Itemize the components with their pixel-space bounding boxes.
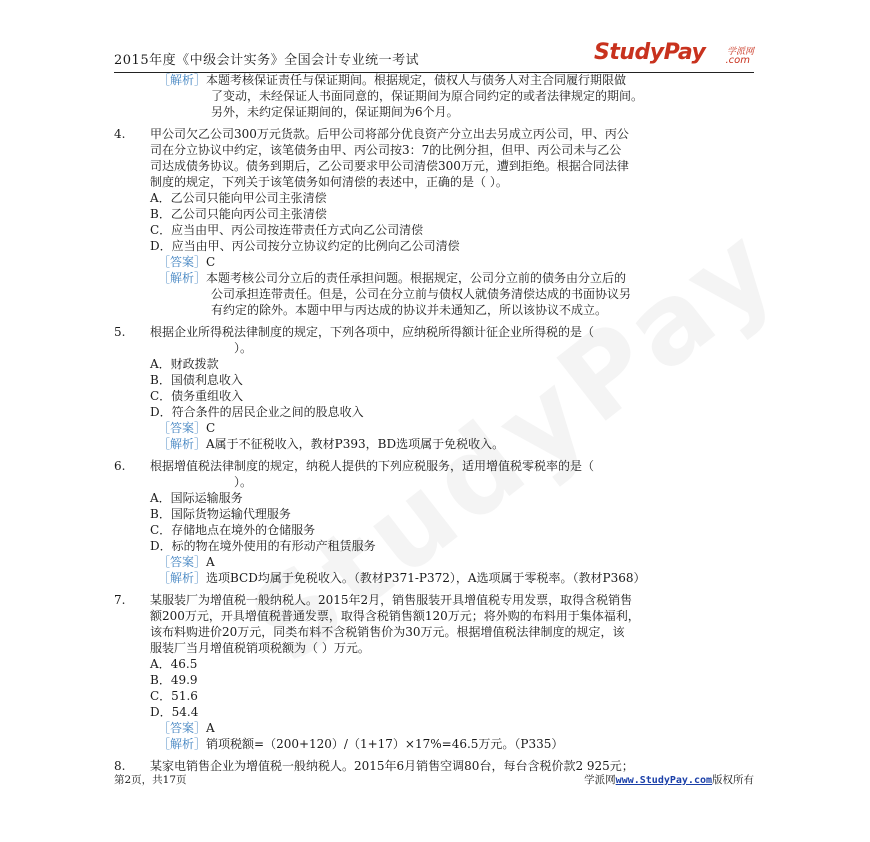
question-stem-line: 某家电销售企业为增值税一般纳税人。2015年6月销售空调80台，每台含税价款2 925元；	[150, 759, 634, 773]
answer-line: ［答案］A	[158, 555, 215, 569]
question-stem-line: 司达成债务协议。债务到期后，乙公司要求甲公司清偿300万元，遭到拒绝。根据合同法律	[150, 159, 629, 173]
answer-line: ［答案］C	[158, 421, 216, 435]
option: B．乙公司只能向丙公司主张清偿	[150, 207, 327, 221]
question-stem-line: 甲公司欠乙公司300万元货款。后甲公司将部分优良资产分立出去另成立丙公司，甲、丙公	[150, 127, 629, 141]
studypay-logo	[594, 42, 754, 72]
option: D．符合条件的居民企业之间的股息收入	[150, 405, 364, 419]
q3-analysis-line: ［解析］本题考核保证责任与保证期间。根据规定，债权人与债务人对主合同履行期限做	[158, 73, 627, 87]
question-stem-line: 司在分立协议中约定，该笔债务由甲、丙公司按3：7的比例分担，但甲、丙公司未与乙公	[150, 143, 622, 157]
page-header	[114, 42, 754, 73]
answer-line: ［答案］C	[158, 255, 216, 269]
option: B．国债利息收入	[150, 373, 243, 387]
question-stem-line: 根据企业所得税法律制度的规定，下列各项中，应纳税所得额计征企业所得税的是（	[150, 325, 595, 339]
option: A．46.5	[150, 657, 198, 671]
analysis-line: 公司承担连带责任。但是，公司在分立前与债权人就债务清偿达成的书面协议另	[211, 287, 632, 301]
option: D．标的物在境外使用的有形动产租赁服务	[150, 539, 376, 553]
option: A．国际运输服务	[150, 491, 243, 505]
option: D．54.4	[150, 705, 199, 719]
logo-cn: 学派网	[726, 47, 754, 57]
analysis-tag: ［解析］	[158, 437, 207, 451]
question-stem-line: 某服装厂为增值税一般纳税人。2015年2月，销售服装开具增值税专用发票，取得含税销售	[150, 593, 633, 607]
option: C．51.6	[150, 689, 198, 703]
option: A．乙公司只能向甲公司主张清偿	[150, 191, 327, 205]
q3-analysis-line: 另外，未约定保证期间的，保证期间为6个月。	[211, 105, 459, 119]
analysis-line: ［解析］本题考核公司分立后的责任承担问题。根据规定，公司分立前的债务由分立后的	[158, 271, 627, 285]
option: A．财政拨款	[150, 357, 219, 371]
option: B．国际货物运输代理服务	[150, 507, 291, 521]
analysis-line: 有约定的除外。本题中甲与丙达成的协议并未通知乙，所以该协议不成立。	[211, 303, 608, 317]
question-stem-line: 该布料购进价20万元，同类布料不含税销售价为30万元。根据增值税法律制度的规定，该	[150, 625, 625, 639]
question-stem-line: 制度的规定，下列关于该笔债务如何清偿的表述中，正确的是（ ）。	[150, 175, 508, 189]
answer-tag: ［答案］	[158, 255, 207, 269]
site-link[interactable]: www.StudyPay.com	[615, 775, 712, 786]
question-number: 5.	[114, 325, 126, 339]
analysis-line: ［解析］A属于不征税收入，教材P393，BD选项属于免税收入。	[158, 437, 505, 451]
analysis-line: ［解析］选项BCD均属于免税收入。（教材P371-P372），A选项属于零税率。（教材P368）	[158, 571, 646, 585]
question-stem-line: ）。	[234, 341, 253, 355]
question-stem-line: 根据增值税法律制度的规定，纳税人提供的下列应税服务，适用增值税零税率的是（	[150, 459, 595, 473]
logo-com: .com	[725, 55, 750, 66]
analysis-line: ［解析］销项税额=（200+120）/（1+17）×17%=46.5万元。（P335）	[158, 737, 564, 751]
option: C．存储地点在境外的仓储服务	[150, 523, 316, 537]
analysis-tag: ［解析］	[158, 571, 207, 585]
question-stem-line: 额200万元，开具增值税普通发票，取得含税销售额120万元；将外购的布料用于集体福利，	[150, 609, 640, 623]
page-title: 2015年度《中级会计实务》全国会计专业统一考试	[114, 53, 420, 68]
answer-tag: ［答案］	[158, 421, 207, 435]
question-number: 7.	[114, 593, 126, 607]
question-number: 8.	[114, 759, 126, 773]
option: B．49.9	[150, 673, 198, 687]
question-number: 4.	[114, 127, 126, 141]
option: C．应当由甲、丙公司按连带责任方式向乙公司清偿	[150, 223, 424, 237]
option: C．债务重组收入	[150, 389, 244, 403]
analysis-tag: ［解析］	[158, 271, 207, 285]
analysis-tag: ［解析］	[158, 73, 207, 87]
page-number: 第2页，共17页	[114, 774, 187, 786]
question-stem-line: ）。	[234, 475, 253, 489]
answer-line: ［答案］A	[158, 721, 215, 735]
question-stem-line: 服装厂当月增值税销项税额为（ ）万元。	[150, 641, 370, 655]
analysis-tag: ［解析］	[158, 737, 207, 751]
q3-analysis-line: 了变动，未经保证人书面同意的，保证期间为原合同约定的或者法律规定的期间。	[211, 89, 644, 103]
logo-text: StudyPay	[594, 40, 706, 65]
answer-tag: ［答案］	[158, 721, 207, 735]
option: D．应当由甲、丙公司按分立协议约定的比例向乙公司清偿	[150, 239, 460, 253]
copyright: 学派网www.StudyPay.com版权所有	[584, 774, 754, 786]
question-number: 6.	[114, 459, 126, 473]
answer-tag: ［答案］	[158, 555, 207, 569]
